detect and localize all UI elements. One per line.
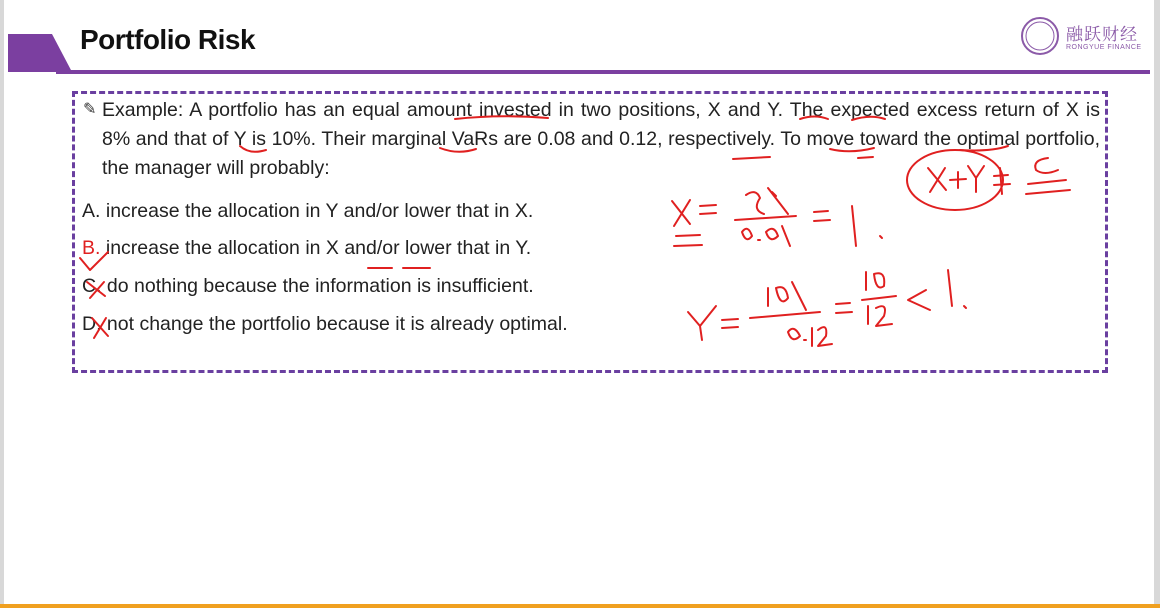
bottom-accent-bar	[0, 604, 1160, 608]
title-underline	[56, 70, 1150, 74]
slide-title: Portfolio Risk	[80, 24, 256, 55]
option-text: do nothing because the information is insufficient.	[106, 275, 534, 297]
logo-seal-icon	[1020, 16, 1060, 56]
option-text: increase the allocation in Y and/or lower that in X.	[105, 200, 534, 222]
option-text: not change the portfolio because it is already optimal.	[106, 313, 568, 335]
option-letter: C.	[82, 275, 102, 297]
window-frame-right	[1154, 0, 1160, 608]
title-accent-tab	[8, 34, 72, 72]
logo-chinese-name: 融跃财经	[1066, 25, 1138, 44]
option-letter: B.	[82, 237, 101, 259]
option-text: increase the allocation in X and/or lower that in Y.	[105, 237, 532, 259]
option-letter: D.	[82, 313, 102, 335]
pencil-icon: ✎	[83, 101, 97, 118]
option-b	[82, 237, 531, 260]
logo-english-name: RONGYUE FINANCE	[1066, 44, 1142, 51]
option-c	[82, 275, 534, 298]
question-stem: Example: A portfolio has an equal amount invested in two positions, X and Y. The expected excess return of X is 8% and that of Y is 10%. Their marginal VaRs are 0.08 and 0.12, respectively. To move toward the optimal portfolio, the manager will probably:	[102, 99, 1100, 179]
brand-logo	[1020, 16, 1160, 60]
option-d	[82, 313, 568, 336]
option-letter: A.	[82, 200, 101, 222]
window-frame-left	[0, 0, 4, 608]
option-a	[82, 200, 533, 223]
